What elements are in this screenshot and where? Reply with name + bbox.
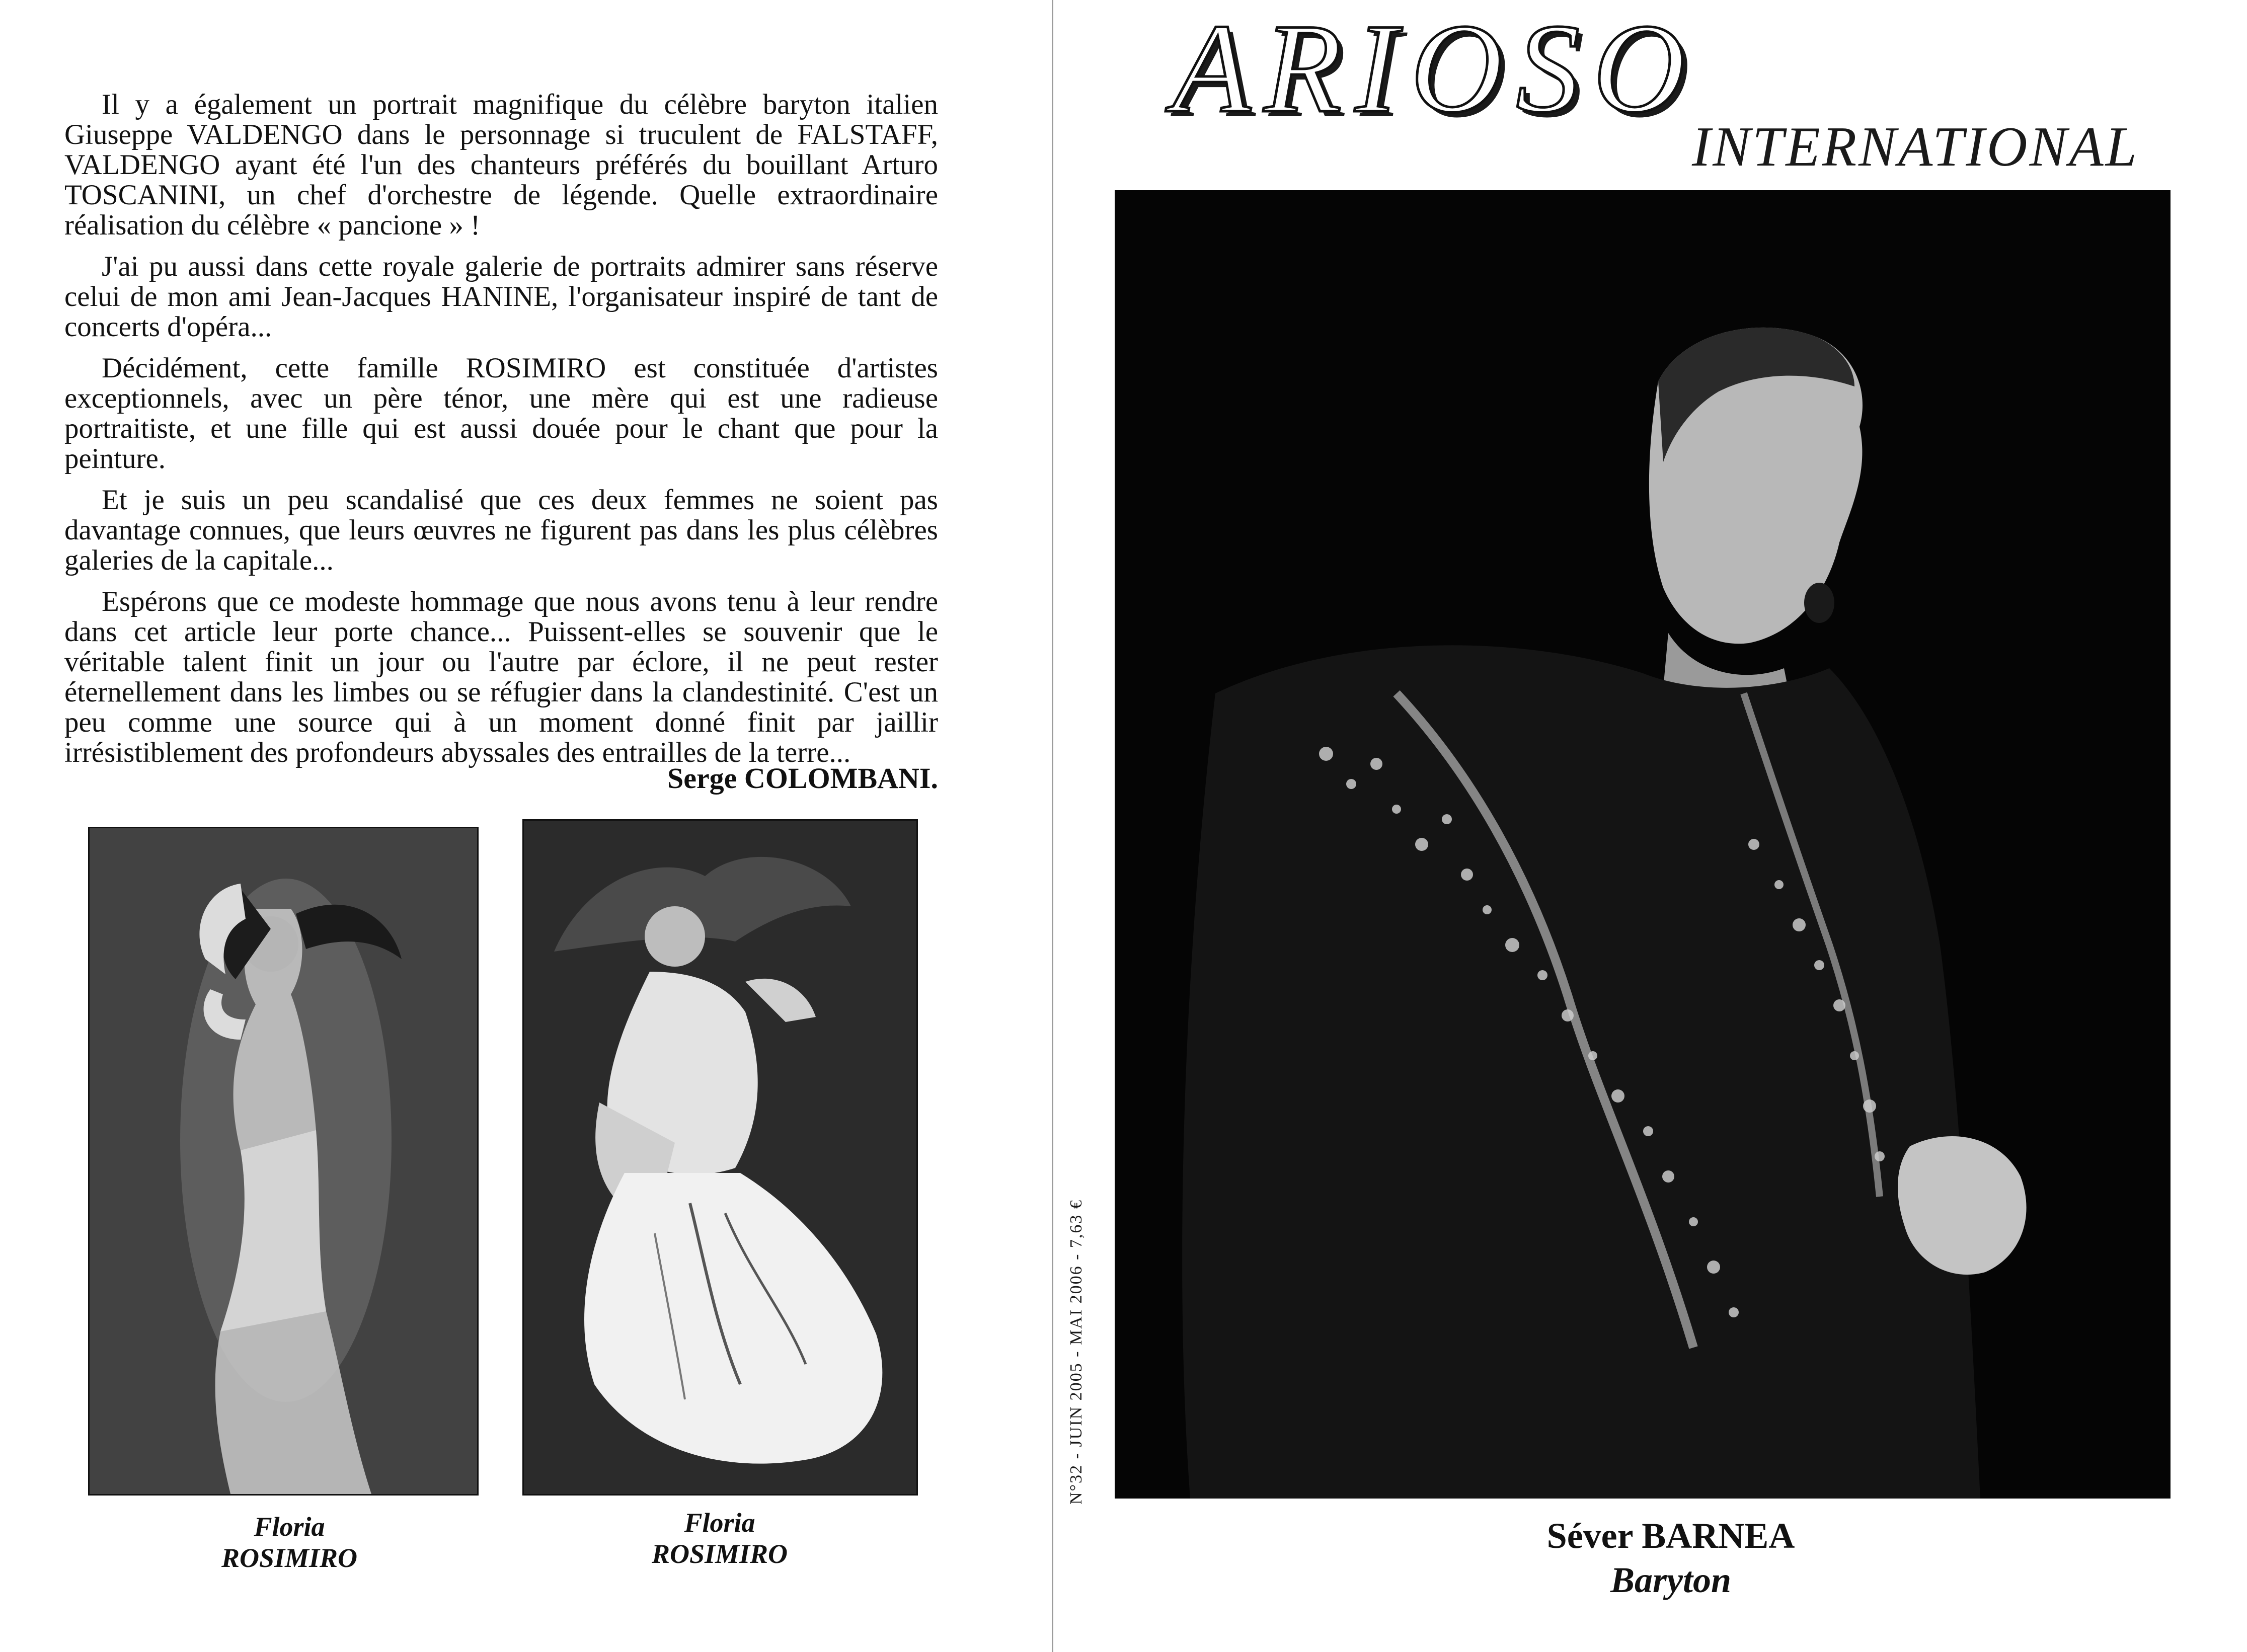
caption-last-name: ROSIMIRO bbox=[651, 1539, 788, 1569]
cover-artist-name: Séver BARNEA bbox=[1546, 1516, 1795, 1556]
painting-woman-white-dress bbox=[522, 819, 918, 1496]
painting-caption bbox=[579, 1507, 861, 1569]
cover-photo-baritone bbox=[1115, 190, 2171, 1499]
issue-spine-text: N°32 - JUIN 2005 - MAI 2006 - 7,63 € bbox=[1067, 1199, 1086, 1505]
caption-first-name: Floria bbox=[254, 1512, 325, 1542]
painting-caption bbox=[151, 1511, 428, 1574]
article-paragraph: Et je suis un peu scandalisé que ces deux femmes ne soient pas davantage connues, que leurs œuvres ne figurent pas dans les plus célèbres galeries de la capitale... bbox=[64, 484, 938, 576]
article-body bbox=[64, 90, 938, 779]
spread-fold-line bbox=[1052, 0, 1053, 1652]
caption-last-name: ROSIMIRO bbox=[221, 1543, 358, 1573]
painting-woman-sequin-gown bbox=[88, 827, 479, 1496]
article-paragraph: Il y a également un portrait magnifique du célèbre baryton italien Giuseppe VALDENGO dans le personnage si truculent de FALSTAFF, VALDENGO ayant été l'un des chanteurs préférés du bouillant Arturo TOSCANINI, un chef d'orchestre de légende. Quelle extraordinaire réalisation du célèbre « pancione » ! bbox=[64, 89, 938, 241]
article-paragraph: J'ai pu aussi dans cette royale galerie de portraits admirer sans réserve celui de mon ami Jean-Jacques HANINE, l'organisateur inspiré de tant de concerts d'opéra... bbox=[64, 251, 938, 343]
caption-first-name: Floria bbox=[684, 1508, 755, 1538]
author-signature: Serge COLOMBANI. bbox=[667, 762, 938, 795]
article-paragraph: Décidément, cette famille ROSIMIRO est constituée d'artistes exceptionnels, avec un père ténor, une mère qui est une radieuse portraitiste, et une fille qui est aussi douée pour le chant que pour la peinture. bbox=[64, 352, 938, 475]
magazine-subtitle: INTERNATIONAL bbox=[1692, 116, 2139, 178]
magazine-title: ARIOSO bbox=[1173, 0, 1698, 139]
cover-artist-role: Baryton bbox=[1610, 1560, 1732, 1600]
article-paragraph: Espérons que ce modeste hommage que nous avons tenu à leur rendre dans cet article leur porte chance... Puissent-elles se souvenir que le véritable talent finit un jour ou l'autre par éclore, il ne peut rester éternellement dans les limbes ou se réfugier dans la clandestinité. C'est un peu comme une source qui à un moment donné finit par jaillir irrésistiblement des profondeurs abyssales des entrailles de la terre... bbox=[64, 586, 938, 768]
left-page bbox=[0, 0, 1052, 1652]
